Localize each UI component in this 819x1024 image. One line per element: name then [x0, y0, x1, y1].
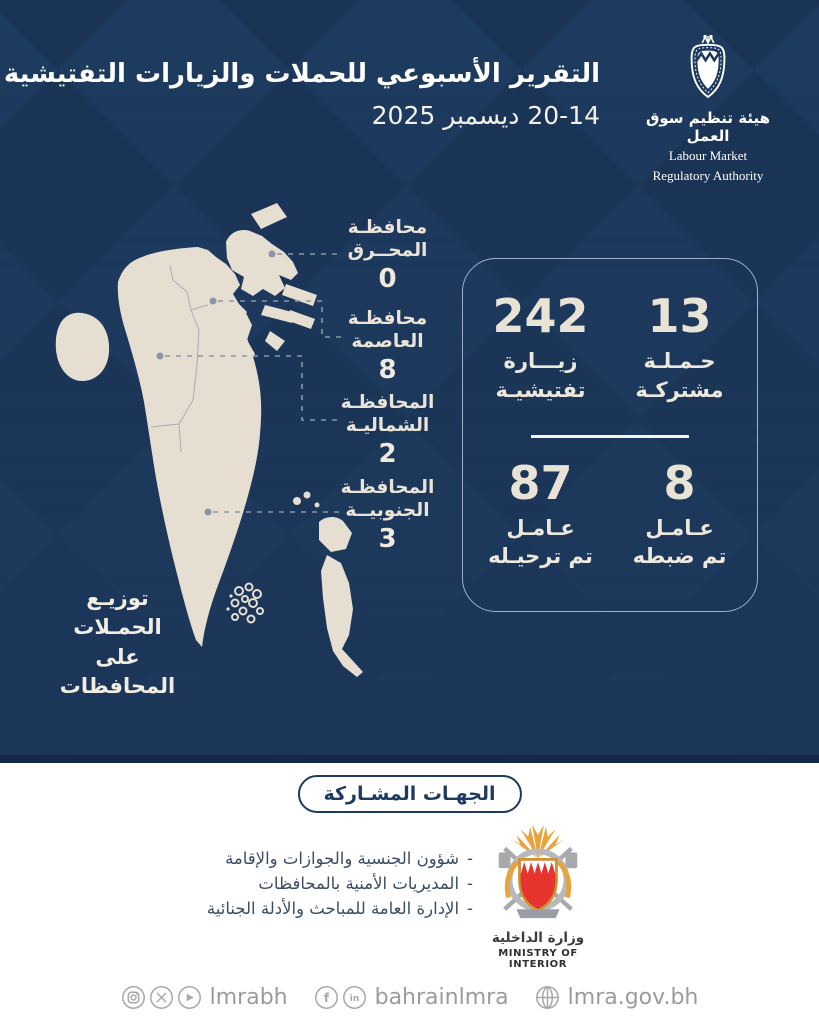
participating-agencies-list [207, 847, 473, 921]
participants-badge: الجهـات المشـاركة [297, 775, 521, 813]
facebook-glyph: f [323, 991, 329, 1005]
gov-count: 3 [378, 524, 397, 555]
stat-value: 13 [647, 289, 712, 343]
x-icon[interactable] [149, 985, 174, 1010]
social-group-bahrainlmra[interactable] [314, 985, 509, 1010]
list-dash: - [467, 849, 473, 868]
gov-count: 2 [378, 439, 397, 470]
social-handle[interactable]: lmrabh [209, 985, 288, 1010]
stat-value: 8 [663, 455, 696, 510]
stats-row-top [471, 285, 749, 429]
stats-row-bottom [471, 452, 749, 596]
social-icons [121, 985, 202, 1010]
stat-label [610, 514, 749, 572]
stat-label-line1: عـامـل [506, 515, 575, 540]
agency-name: شؤون الجنسية والجوازات والإقامة [225, 849, 460, 868]
linkedin-icon[interactable] [342, 985, 367, 1010]
list-dash: - [467, 898, 473, 918]
gov-name-line2: العاصمة [351, 330, 424, 352]
gov-name-line1: محافظـة [347, 308, 428, 329]
map-caption [40, 584, 195, 702]
stat-label-line1: حـمـلـة [643, 349, 716, 373]
page-title: التقرير الأسبوعي للحملات والزيارات التفتيشية [3, 59, 600, 89]
gov-label-capital [330, 308, 445, 385]
lmra-english-name-line1: Labour Market [668, 148, 748, 163]
stat-value: 242 [492, 289, 589, 343]
website-url[interactable]: lmra.gov.bh [567, 985, 699, 1010]
gov-count: 0 [378, 264, 397, 295]
linkedin-glyph: in [349, 994, 359, 1004]
map-caption-line2: على المحافظات [59, 644, 176, 699]
lmra-shield-icon [679, 34, 737, 102]
list-dash: - [467, 873, 473, 893]
list-item [207, 897, 473, 922]
stat-workers-caught [610, 452, 749, 596]
gov-name-line1: المحافظـة [340, 392, 435, 413]
stat-label-line2: تم ترحيـله [488, 544, 593, 569]
gov-count: 8 [378, 355, 397, 386]
gov-name-line1: المحافظـة [340, 477, 435, 498]
gov-name-line1: محافظـة [347, 217, 428, 238]
stat-label [471, 347, 610, 405]
stat-label [471, 514, 610, 572]
globe-icon[interactable] [535, 985, 560, 1010]
stats-divider [531, 435, 689, 438]
stat-workers-deported [471, 452, 610, 596]
social-icons [314, 985, 367, 1010]
lmra-english-name-line2: Regulatory Authority [652, 167, 764, 183]
gov-label-muharraq [330, 217, 445, 294]
stat-label-line1: زيـــارة [503, 349, 578, 373]
lmra-arabic-name: هيئة تنظيم سوق العمل [645, 109, 770, 145]
moi-emblem-icon [479, 819, 597, 925]
stat-label-line1: عـامـل [645, 515, 714, 540]
gov-name-line2: الشماليـة [345, 414, 430, 436]
map-caption-line1: توزيـع الحمـلات [73, 586, 162, 640]
stat-label-line2: تفتيشيـة [495, 377, 586, 402]
stat-label-line2: تم ضبطه [632, 544, 727, 569]
list-item [207, 847, 473, 872]
gov-name-line2: المحــرق [347, 239, 428, 261]
footer-social-bar [0, 985, 819, 1010]
fish-trap-cluster [226, 584, 263, 623]
agency-name: الإدارة العامة للمباحث والأدلة الجنائية [206, 898, 460, 918]
participants-section [0, 763, 819, 1024]
moi-arabic-name: وزارة الداخلية [491, 930, 585, 946]
list-item [207, 872, 473, 897]
gov-label-southern [330, 477, 445, 554]
website-group[interactable] [535, 985, 699, 1010]
stat-value: 87 [508, 455, 573, 510]
instagram-icon[interactable] [121, 985, 146, 1010]
moi-logo [474, 819, 602, 970]
moi-english-name: MINISTRY OF INTERIOR [498, 948, 578, 970]
facebook-icon[interactable] [314, 985, 339, 1010]
lmra-logo [628, 34, 788, 185]
gov-name-line2: الجنوبيــة [345, 499, 430, 521]
social-group-lmrabh[interactable] [121, 985, 288, 1010]
stat-joint-campaigns [610, 285, 749, 429]
youtube-icon[interactable] [177, 985, 202, 1010]
report-header [4, 58, 600, 130]
stat-label [610, 347, 749, 405]
stat-inspection-visits [471, 285, 610, 429]
report-date-range: 20-14 ديسمبر 2025 [371, 100, 600, 130]
stats-card [462, 258, 758, 612]
gov-label-northern [330, 392, 445, 469]
stat-label-line2: مشتركـة [635, 377, 724, 402]
agency-name: المديريات الأمنية بالمحافظات [258, 873, 460, 893]
social-handle[interactable]: bahrainlmra [374, 985, 509, 1010]
